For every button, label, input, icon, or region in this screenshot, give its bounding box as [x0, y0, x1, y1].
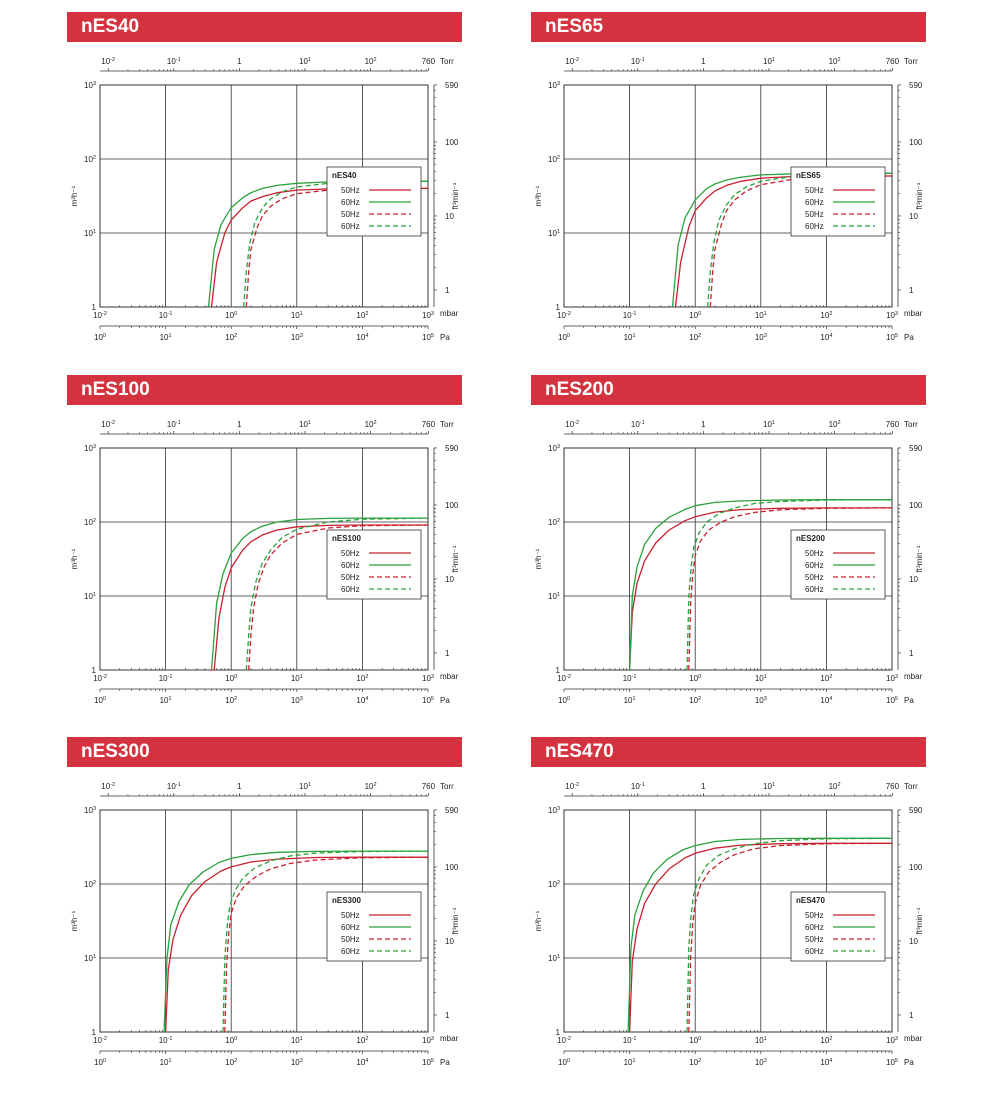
legend-label: 50Hz	[805, 549, 824, 558]
torr-unit-label: Torr	[904, 782, 918, 791]
pa-tick-label: $10^1$	[623, 696, 636, 705]
legend-label: 60Hz	[805, 222, 824, 231]
torr-tick-label: 1	[701, 782, 706, 791]
pa-tick-label: $10^2$	[689, 333, 702, 342]
right-unit-label: ft³min⁻¹	[451, 545, 460, 573]
right-tick-label: 590	[909, 80, 923, 90]
mbar-unit-label: mbar	[440, 1034, 459, 1043]
left-unit-label: m³h⁻¹	[534, 185, 543, 207]
mbar-tick-label: $10^3$	[422, 1036, 434, 1045]
chart-svg	[531, 737, 971, 1092]
right-tick-label: 10	[909, 211, 918, 221]
right-tick-label: 100	[445, 862, 459, 872]
chart-title: nES100	[67, 375, 462, 405]
torr-unit-label: Torr	[904, 57, 918, 66]
pa-tick-label: $10^0$	[94, 696, 106, 705]
panel-nes300	[67, 737, 507, 1092]
mbar-tick-label: $10^{-2}$	[93, 311, 107, 320]
chart-body	[534, 57, 924, 342]
left-tick-label: $10^1$	[84, 954, 96, 963]
torr-unit-label: Torr	[440, 57, 454, 66]
pa-tick-label: $10^2$	[225, 1058, 238, 1067]
torr-tick-label: $10^1$	[299, 782, 311, 791]
chart-title: nES470	[531, 737, 926, 767]
left-unit-label: m³h⁻¹	[70, 548, 79, 570]
legend-title: nES470	[796, 896, 825, 905]
left-tick-label: $10^3$	[84, 806, 96, 815]
chart-body	[534, 420, 924, 705]
legend-label: 50Hz	[341, 935, 360, 944]
pa-tick-label: $10^0$	[558, 1058, 570, 1067]
mbar-tick-label: $10^3$	[886, 1036, 898, 1045]
right-tick-label: 1	[445, 1010, 450, 1020]
panel-nes40	[67, 12, 507, 367]
right-tick-label: 100	[445, 137, 459, 147]
left-tick-label: $10^1$	[84, 592, 96, 601]
pa-tick-label: $10^3$	[754, 333, 767, 342]
pa-tick-label: $10^3$	[290, 696, 303, 705]
torr-tick-label: $10^{-1}$	[166, 420, 181, 429]
pa-tick-label: $10^5$	[886, 696, 898, 705]
mbar-unit-label: mbar	[904, 309, 923, 318]
torr-tick-label: $10^{-1}$	[630, 420, 645, 429]
left-unit-label: m³h⁻¹	[534, 548, 543, 570]
legend-label: 50Hz	[341, 549, 360, 558]
legend-label: 60Hz	[805, 947, 824, 956]
right-tick-label: 100	[445, 500, 459, 510]
left-tick-label: $10^2$	[84, 155, 96, 164]
mbar-tick-label: $10^0$	[225, 674, 238, 683]
legend-label: 60Hz	[805, 198, 824, 207]
pa-tick-label: $10^2$	[225, 696, 238, 705]
torr-tick-label: $10^{-2}$	[565, 420, 580, 429]
legend-label: 50Hz	[805, 210, 824, 219]
pa-tick-label: $10^1$	[623, 1058, 636, 1067]
right-tick-label: 590	[445, 80, 459, 90]
legend-label: 50Hz	[341, 210, 360, 219]
mbar-tick-label: $10^0$	[689, 674, 702, 683]
legend-title: nES200	[796, 534, 825, 543]
torr-unit-label: Torr	[904, 420, 918, 429]
pa-tick-label: $10^5$	[422, 333, 434, 342]
left-tick-label: $10^2$	[548, 155, 560, 164]
chart-body	[70, 782, 460, 1067]
torr-tick-label: $10^{-1}$	[166, 57, 181, 66]
mbar-tick-label: $10^{-1}$	[622, 674, 637, 683]
pa-tick-label: $10^0$	[558, 333, 570, 342]
chart-svg	[531, 375, 971, 730]
left-tick-label: $10^1$	[548, 592, 560, 601]
chart-body	[70, 57, 460, 342]
mbar-tick-label: $10^2$	[356, 311, 369, 320]
pa-tick-label: $10^0$	[558, 696, 570, 705]
pa-tick-label: $10^5$	[422, 1058, 434, 1067]
torr-tick-label: 760	[885, 782, 900, 791]
torr-tick-label: $10^2$	[828, 420, 841, 429]
pa-tick-label: $10^4$	[820, 1058, 833, 1067]
torr-tick-label: $10^1$	[299, 420, 311, 429]
pa-tick-label: $10^4$	[356, 696, 369, 705]
right-unit-label: ft³min⁻¹	[451, 182, 460, 210]
pa-tick-label: $10^4$	[356, 333, 369, 342]
left-tick-label: $10^2$	[84, 880, 96, 889]
legend-label: 50Hz	[341, 186, 360, 195]
chart-body	[70, 420, 460, 705]
legend-title: nES40	[332, 171, 357, 180]
legend-label: 60Hz	[341, 585, 360, 594]
panel-nes100	[67, 375, 507, 730]
legend-label: 60Hz	[341, 222, 360, 231]
chart-title: nES300	[67, 737, 462, 767]
torr-tick-label: 760	[421, 420, 436, 429]
mbar-unit-label: mbar	[904, 672, 923, 681]
torr-unit-label: Torr	[440, 782, 454, 791]
right-tick-label: 590	[445, 443, 459, 453]
torr-tick-label: $10^2$	[828, 782, 841, 791]
torr-tick-label: $10^{-1}$	[166, 782, 181, 791]
mbar-tick-label: $10^0$	[689, 1036, 702, 1045]
pa-tick-label: $10^2$	[689, 1058, 702, 1067]
legend-label: 60Hz	[805, 923, 824, 932]
mbar-tick-label: $10^1$	[754, 1036, 767, 1045]
mbar-tick-label: $10^{-1}$	[622, 1036, 637, 1045]
mbar-tick-label: $10^2$	[820, 1036, 833, 1045]
torr-tick-label: 760	[421, 782, 436, 791]
left-tick-label: 1	[91, 303, 96, 312]
right-tick-label: 590	[909, 805, 923, 815]
right-unit-label: ft³min⁻¹	[915, 907, 924, 935]
left-tick-label: 1	[555, 666, 560, 675]
right-tick-label: 10	[445, 211, 454, 221]
pa-tick-label: $10^4$	[356, 1058, 369, 1067]
pa-unit-label: Pa	[904, 1058, 914, 1067]
torr-tick-label: $10^{-2}$	[101, 782, 116, 791]
mbar-tick-label: $10^2$	[820, 311, 833, 320]
pa-tick-label: $10^1$	[159, 696, 172, 705]
panel-nes65	[531, 12, 971, 367]
mbar-tick-label: $10^{-2}$	[93, 1036, 107, 1045]
torr-unit-label: Torr	[440, 420, 454, 429]
pa-unit-label: Pa	[440, 333, 450, 342]
legend-label: 60Hz	[341, 198, 360, 207]
left-unit-label: m³h⁻¹	[70, 185, 79, 207]
pa-tick-label: $10^3$	[290, 333, 303, 342]
mbar-tick-label: $10^{-2}$	[557, 311, 571, 320]
mbar-tick-label: $10^0$	[689, 311, 702, 320]
torr-tick-label: $10^2$	[364, 57, 377, 66]
right-tick-label: 1	[445, 285, 450, 295]
chart-title: nES40	[67, 12, 462, 42]
mbar-tick-label: $10^2$	[356, 674, 369, 683]
left-tick-label: $10^2$	[548, 518, 560, 527]
right-tick-label: 10	[909, 936, 918, 946]
mbar-tick-label: $10^{-1}$	[158, 674, 173, 683]
torr-tick-label: 1	[237, 57, 242, 66]
mbar-tick-label: $10^2$	[356, 1036, 369, 1045]
torr-tick-label: 1	[701, 57, 706, 66]
pa-tick-label: $10^1$	[159, 1058, 172, 1067]
right-tick-label: 10	[909, 574, 918, 584]
torr-tick-label: $10^{-1}$	[630, 782, 645, 791]
left-tick-label: $10^1$	[84, 229, 96, 238]
torr-tick-label: $10^1$	[763, 420, 775, 429]
mbar-unit-label: mbar	[440, 672, 459, 681]
torr-tick-label: $10^2$	[364, 782, 377, 791]
pa-tick-label: $10^5$	[886, 333, 898, 342]
mbar-tick-label: $10^2$	[820, 674, 833, 683]
mbar-tick-label: $10^{-2}$	[557, 1036, 571, 1045]
pa-tick-label: $10^1$	[623, 333, 636, 342]
torr-tick-label: $10^2$	[364, 420, 377, 429]
panel-nes200	[531, 375, 971, 730]
pa-unit-label: Pa	[904, 696, 914, 705]
torr-tick-label: 1	[237, 420, 242, 429]
pa-tick-label: $10^3$	[290, 1058, 303, 1067]
pa-unit-label: Pa	[440, 1058, 450, 1067]
pa-tick-label: $10^3$	[754, 696, 767, 705]
pa-tick-label: $10^1$	[159, 333, 172, 342]
mbar-tick-label: $10^3$	[422, 311, 434, 320]
legend-label: 50Hz	[805, 186, 824, 195]
mbar-tick-label: $10^{-1}$	[158, 311, 173, 320]
pa-unit-label: Pa	[904, 333, 914, 342]
legend-label: 50Hz	[805, 573, 824, 582]
mbar-tick-label: $10^1$	[290, 1036, 303, 1045]
chart-svg	[67, 12, 507, 367]
mbar-unit-label: mbar	[904, 1034, 923, 1043]
left-tick-label: $10^3$	[548, 444, 560, 453]
left-tick-label: $10^1$	[548, 954, 560, 963]
legend-title: nES300	[332, 896, 361, 905]
mbar-tick-label: $10^1$	[754, 674, 767, 683]
left-tick-label: $10^3$	[548, 806, 560, 815]
pa-tick-label: $10^5$	[422, 696, 434, 705]
left-tick-label: $10^3$	[548, 81, 560, 90]
torr-tick-label: 760	[885, 57, 900, 66]
left-tick-label: $10^3$	[84, 81, 96, 90]
torr-tick-label: 760	[885, 420, 900, 429]
mbar-tick-label: $10^{-1}$	[158, 1036, 173, 1045]
torr-tick-label: $10^{-2}$	[101, 57, 116, 66]
torr-tick-label: $10^1$	[763, 782, 775, 791]
mbar-tick-label: $10^0$	[225, 1036, 238, 1045]
mbar-tick-label: $10^1$	[754, 311, 767, 320]
torr-tick-label: 1	[701, 420, 706, 429]
right-tick-label: 100	[909, 137, 923, 147]
left-tick-label: $10^2$	[548, 880, 560, 889]
chart-body	[534, 782, 924, 1067]
torr-tick-label: $10^{-1}$	[630, 57, 645, 66]
pa-tick-label: $10^0$	[94, 333, 106, 342]
legend-label: 50Hz	[341, 573, 360, 582]
legend-label: 60Hz	[341, 923, 360, 932]
torr-tick-label: $10^2$	[828, 57, 841, 66]
right-unit-label: ft³min⁻¹	[915, 545, 924, 573]
mbar-tick-label: $10^1$	[290, 311, 303, 320]
right-tick-label: 590	[909, 443, 923, 453]
right-unit-label: ft³min⁻¹	[451, 907, 460, 935]
pa-tick-label: $10^4$	[820, 333, 833, 342]
left-tick-label: $10^1$	[548, 229, 560, 238]
mbar-tick-label: $10^3$	[422, 674, 434, 683]
pa-tick-label: $10^2$	[225, 333, 238, 342]
right-tick-label: 1	[445, 648, 450, 658]
right-tick-label: 10	[445, 574, 454, 584]
right-unit-label: ft³min⁻¹	[915, 182, 924, 210]
left-tick-label: 1	[91, 666, 96, 675]
chart-title: nES65	[531, 12, 926, 42]
panel-nes470	[531, 737, 971, 1092]
legend-label: 60Hz	[805, 561, 824, 570]
chart-svg	[67, 737, 507, 1092]
pa-tick-label: $10^0$	[94, 1058, 106, 1067]
torr-tick-label: $10^{-2}$	[565, 782, 580, 791]
legend-title: nES100	[332, 534, 361, 543]
mbar-tick-label: $10^0$	[225, 311, 238, 320]
right-tick-label: 1	[909, 1010, 914, 1020]
left-tick-label: $10^3$	[84, 444, 96, 453]
right-tick-label: 590	[445, 805, 459, 815]
torr-tick-label: 1	[237, 782, 242, 791]
legend-label: 60Hz	[341, 561, 360, 570]
torr-tick-label: $10^1$	[763, 57, 775, 66]
left-unit-label: m³h⁻¹	[70, 910, 79, 932]
pa-unit-label: Pa	[440, 696, 450, 705]
left-tick-label: $10^2$	[84, 518, 96, 527]
mbar-unit-label: mbar	[440, 309, 459, 318]
legend-label: 50Hz	[805, 935, 824, 944]
left-unit-label: m³h⁻¹	[534, 910, 543, 932]
legend-title: nES65	[796, 171, 821, 180]
legend-label: 60Hz	[341, 947, 360, 956]
right-tick-label: 100	[909, 500, 923, 510]
chart-title: nES200	[531, 375, 926, 405]
pa-tick-label: $10^3$	[754, 1058, 767, 1067]
right-tick-label: 10	[445, 936, 454, 946]
mbar-tick-label: $10^1$	[290, 674, 303, 683]
legend-label: 50Hz	[341, 911, 360, 920]
mbar-tick-label: $10^3$	[886, 311, 898, 320]
left-tick-label: 1	[555, 303, 560, 312]
torr-tick-label: $10^{-2}$	[565, 57, 580, 66]
pa-tick-label: $10^2$	[689, 696, 702, 705]
left-tick-label: 1	[555, 1028, 560, 1037]
torr-tick-label: 760	[421, 57, 436, 66]
legend-label: 60Hz	[805, 585, 824, 594]
pa-tick-label: $10^4$	[820, 696, 833, 705]
legend-label: 50Hz	[805, 911, 824, 920]
right-tick-label: 1	[909, 648, 914, 658]
mbar-tick-label: $10^{-2}$	[93, 674, 107, 683]
mbar-tick-label: $10^3$	[886, 674, 898, 683]
mbar-tick-label: $10^{-1}$	[622, 311, 637, 320]
torr-tick-label: $10^1$	[299, 57, 311, 66]
torr-tick-label: $10^{-2}$	[101, 420, 116, 429]
right-tick-label: 100	[909, 862, 923, 872]
left-tick-label: 1	[91, 1028, 96, 1037]
pa-tick-label: $10^5$	[886, 1058, 898, 1067]
mbar-tick-label: $10^{-2}$	[557, 674, 571, 683]
chart-svg	[531, 12, 971, 367]
right-tick-label: 1	[909, 285, 914, 295]
chart-svg	[67, 375, 507, 730]
